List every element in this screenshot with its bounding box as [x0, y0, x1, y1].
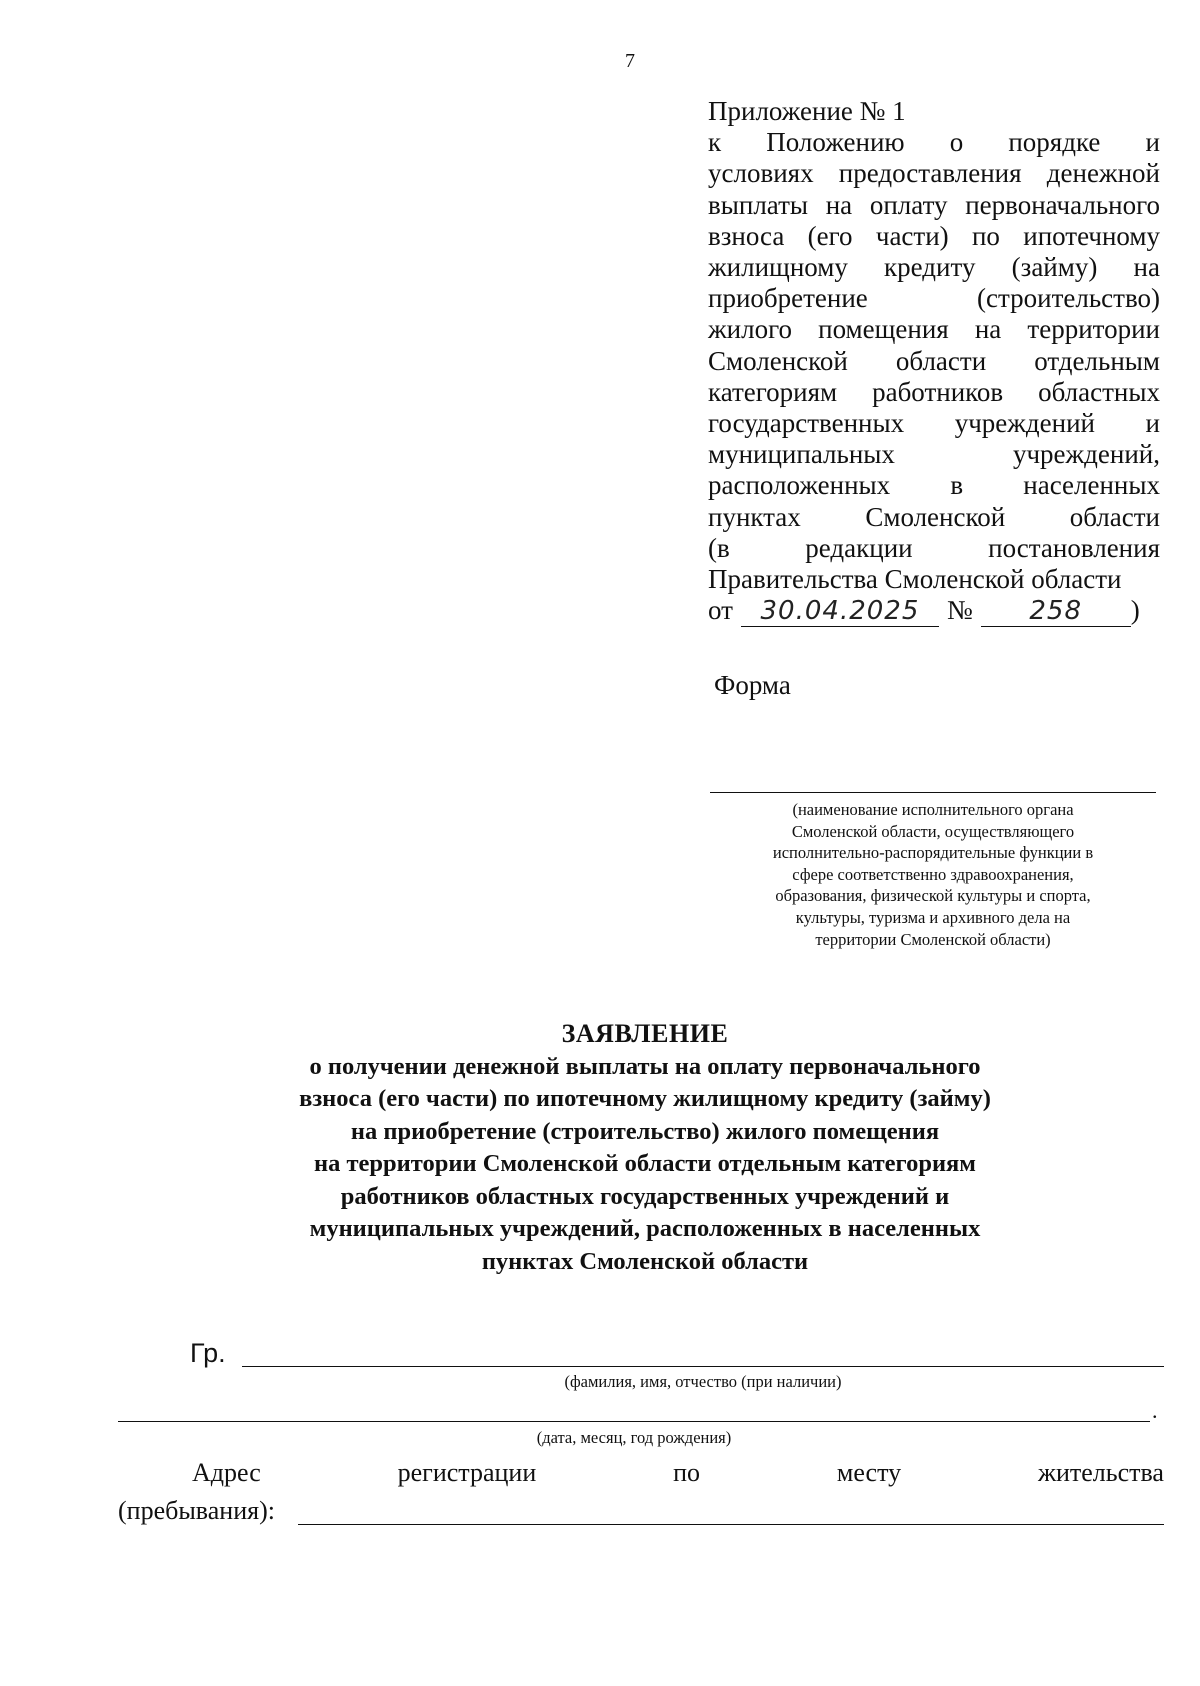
org-caption-line: территории Смоленской области) — [815, 929, 1051, 949]
date-line — [708, 595, 1160, 627]
appendix-line: Смоленской области отдельным — [708, 345, 1160, 376]
org-caption-line: культуры, туризма и архивного дела на — [795, 907, 1071, 927]
heading-line: на приобретение (строительство) жилого помещения — [350, 1117, 940, 1145]
appendix-line: государственных учреждений и — [708, 408, 1160, 439]
org-caption — [710, 793, 1156, 950]
heading-line: пунктах Смоленской области — [481, 1247, 809, 1275]
appendix-line: пунктах Смоленской области — [708, 501, 1160, 532]
address-row — [118, 1458, 1164, 1488]
appendix-line: жилого помещения на территории — [708, 314, 1160, 345]
date-field — [741, 595, 939, 627]
birth-end-dot: . — [1152, 1398, 1158, 1423]
appendix-line: выплаты на оплату первоначального — [708, 189, 1160, 220]
birth-caption: (дата, месяц, год рождения) — [536, 1428, 732, 1447]
address-line — [298, 1524, 1164, 1525]
closing-paren: ) — [1130, 595, 1140, 626]
appendix-block — [708, 96, 1160, 627]
form-label: Форма — [714, 670, 791, 700]
appendix-line: категориям работников областных — [708, 376, 1160, 407]
appendix-line: (в редакции постановления — [708, 532, 1160, 563]
org-caption-line: сфере соответственно здравоохранения, — [792, 864, 1074, 884]
org-caption-line: (наименование исполнительного органа — [792, 800, 1074, 819]
appendix-line: приобретение (строительство) — [708, 283, 1160, 314]
heading-line: о получении денежной выплаты на оплату первоначального — [309, 1052, 981, 1080]
date-prefix: от — [708, 595, 733, 626]
handwritten-date: 30.04.2025 — [760, 596, 920, 627]
address-word: месту — [836, 1458, 902, 1487]
address-word: Адрес — [192, 1458, 261, 1487]
number-sign: № — [946, 595, 973, 626]
org-caption-line: исполнительно-распорядительные функции в — [772, 843, 1094, 863]
handwritten-number: 258 — [1029, 596, 1083, 627]
heading-line: работников областных государственных учреждений и — [340, 1182, 950, 1210]
fio-caption: (фамилия, имя, отчество (при наличии) — [564, 1372, 842, 1391]
heading-line: на территории Смоленской области отдельным категориям — [313, 1150, 976, 1177]
fio-line — [242, 1366, 1164, 1367]
appendix-title: Приложение № 1 — [708, 96, 906, 126]
address-word: жительства — [1037, 1458, 1164, 1487]
appendix-line: взноса (его части) по ипотечному — [708, 220, 1160, 251]
org-block — [710, 792, 1156, 950]
heading-title: ЗАЯВЛЕНИЕ — [561, 1019, 729, 1048]
org-caption-line: Смоленской области, осуществляющего — [791, 821, 1075, 841]
heading-line: муниципальных учреждений, расположенных в населенных — [309, 1215, 981, 1242]
address-word: регистрации — [397, 1458, 537, 1487]
appendix-line: муниципальных учреждений, — [708, 439, 1160, 470]
document-heading — [200, 1018, 1090, 1278]
appendix-line: жилищному кредиту (займу) на — [708, 252, 1160, 283]
appendix-line: расположенных в населенных — [708, 470, 1160, 501]
appendix-line: условиях предоставления денежной — [708, 158, 1160, 189]
gr-label: Гр. — [190, 1338, 226, 1368]
address-word: по — [673, 1458, 701, 1487]
number-field — [981, 595, 1131, 627]
page-number: 7 — [625, 50, 635, 72]
heading-line: взноса (его части) по ипотечному жилищному кредиту (займу) — [299, 1085, 991, 1112]
org-caption-line: образования, физической культуры и спорта, — [775, 886, 1091, 906]
appendix-line: к Положению о порядке и — [708, 127, 1160, 158]
appendix-line: Правительства Смоленской области — [708, 564, 1122, 595]
address-label-2: (пребывания): — [118, 1496, 275, 1525]
birth-line — [118, 1421, 1150, 1422]
